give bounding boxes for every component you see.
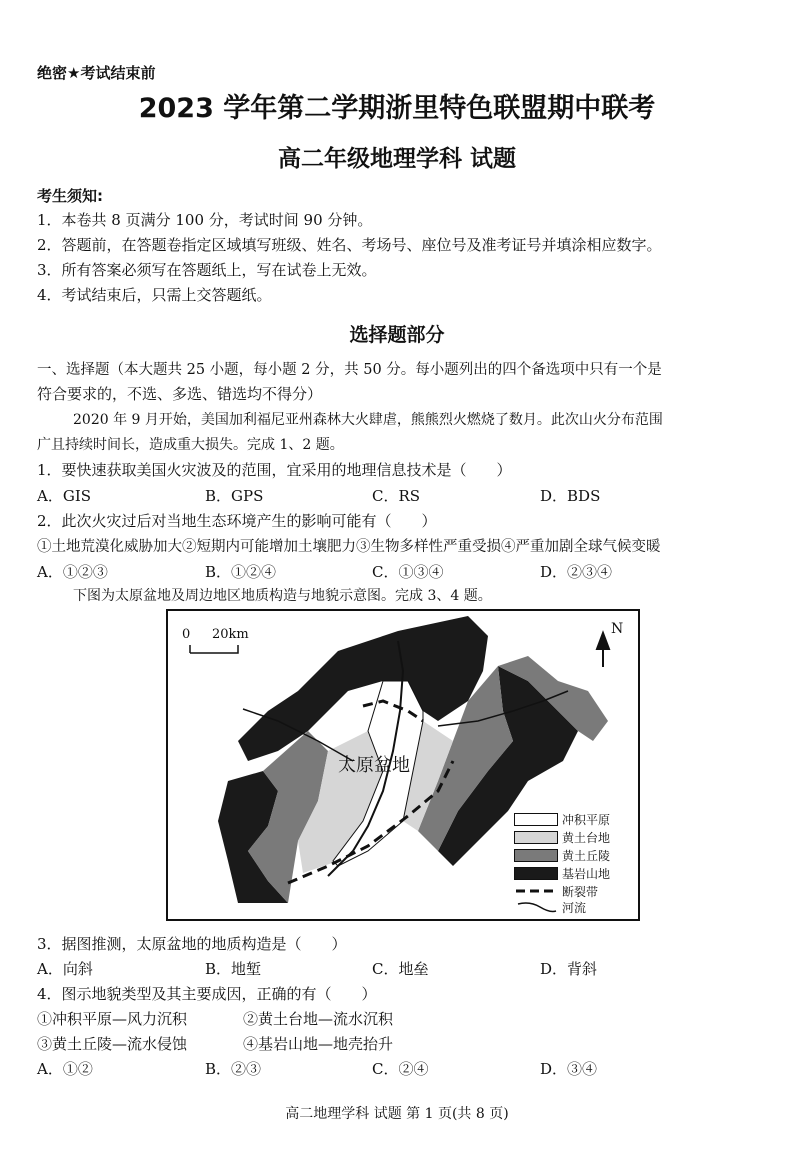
q4-statement: ①冲积平原—风力沉积 <box>37 1010 188 1028</box>
exam-title: 2023 学年第二学期浙里特色联盟期中联考 <box>138 93 656 124</box>
notice-item: 4．考试结束后，只需上交答题纸。 <box>37 286 272 304</box>
north-arrow-icon <box>597 633 609 667</box>
q4-option-d: D．③④ <box>540 1060 598 1078</box>
notice-heading: 考生须知: <box>37 187 103 205</box>
q4-statement: ④基岩山地—地壳抬升 <box>243 1035 394 1053</box>
scale-value-label: 20km <box>212 627 249 642</box>
fault-legend-icon <box>514 883 558 900</box>
legend-swatch <box>514 813 558 826</box>
q2-option-d: D．②③④ <box>540 563 613 581</box>
q3-option-c: C．地垒 <box>372 960 429 978</box>
q1-option-c: C．RS <box>372 487 421 505</box>
scale-zero-label: 0 <box>182 627 191 642</box>
section-title: 选择题部分 <box>349 324 445 346</box>
legend-label: 黄土台地 <box>562 831 611 845</box>
q2-statements: ①土地荒漠化威胁加大②短期内可能增加土壤肥力③生物多样性严重受损④严重加剧全球气候变暖 <box>37 539 661 555</box>
part-intro: 符合要求的，不选、多选、错选均不得分） <box>37 385 323 403</box>
legend-label: 断裂带 <box>562 885 599 899</box>
legend-swatch <box>514 867 558 880</box>
exam-subtitle: 高二年级地理学科 试题 <box>277 146 516 172</box>
legend-swatch <box>514 831 558 844</box>
q4-option-b: B．②③ <box>205 1060 262 1078</box>
q3-option-a: A．向斜 <box>37 960 93 978</box>
notice-item: 2．答题前，在答题卷指定区域填写班级、姓名、考场号、座位号及准考证号并填涂相应数字。 <box>37 236 662 254</box>
question-4-stem: 4．图示地貌类型及其主要成因，正确的有（ ） <box>37 985 377 1003</box>
basin-label: 太原盆地 <box>338 755 410 776</box>
q3-option-d: D．背斜 <box>540 960 598 978</box>
figure-intro: 下图为太原盆地及周边地区地质构造与地貌示意图。完成 3、4 题。 <box>73 588 492 604</box>
legend-label: 黄土丘陵 <box>562 849 611 863</box>
legend-item-fault-zone <box>514 883 634 900</box>
q3-option-b: B．地堑 <box>205 960 262 978</box>
notice-item: 1．本卷共 8 页满分 100 分，考试时间 90 分钟。 <box>37 211 373 229</box>
passage-text: 2020 年 9 月开始，美国加利福尼亚州森林大火肆虐，熊熊烈火燃烧了数月。此次山火分布范围 <box>73 412 663 428</box>
legend-label: 冲积平原 <box>562 813 611 827</box>
q4-option-c: C．②④ <box>372 1060 429 1078</box>
question-3-stem: 3．据图推测，太原盆地的地质构造是（ ） <box>37 935 347 953</box>
q4-statement: ③黄土丘陵—流水侵蚀 <box>37 1035 188 1053</box>
q1-option-d: D．BDS <box>540 487 601 505</box>
north-label: N <box>611 621 624 637</box>
legend-item-bedrock-mountain <box>514 865 634 882</box>
q4-statement: ②黄土台地—流水沉积 <box>243 1010 394 1028</box>
legend-item-river <box>514 899 634 916</box>
q1-option-a: A．GIS <box>37 487 92 505</box>
legend-item-alluvial-plain <box>514 811 634 828</box>
legend-label: 基岩山地 <box>562 867 611 881</box>
scale-bar <box>190 645 238 653</box>
legend-label: 河流 <box>562 901 587 915</box>
q2-option-c: C．①③④ <box>372 563 444 581</box>
q2-option-b: B．①②④ <box>205 563 277 581</box>
part-intro: 一、选择题（本大题共 25 小题，每小题 2 分，共 50 分。每小题列出的四个备选项中只有一个是 <box>37 362 662 378</box>
legend-swatch <box>514 849 558 862</box>
question-1-stem: 1．要快速获取美国火灾波及的范围，宜采用的地理信息技术是（ ） <box>37 461 512 479</box>
confidential-label: 绝密★考试结束前 <box>37 64 156 82</box>
taiyuan-basin-map <box>166 609 640 921</box>
passage-text: 广且持续时间长，造成重大损失。完成 1、2 题。 <box>37 437 344 453</box>
legend-item-loess-terrace <box>514 829 634 846</box>
q2-option-a: A．①②③ <box>37 563 108 581</box>
river-legend-icon <box>514 899 558 916</box>
q4-option-a: A．①② <box>37 1060 93 1078</box>
q1-option-b: B．GPS <box>205 487 264 505</box>
notice-item: 3．所有答案必须写在答题纸上，写在试卷上无效。 <box>37 261 377 279</box>
question-2-stem: 2．此次火灾过后对当地生态环境产生的影响可能有（ ） <box>37 512 437 530</box>
page-footer: 高二地理学科 试题 第 1 页(共 8 页) <box>285 1106 509 1122</box>
legend-item-loess-hill <box>514 847 634 864</box>
